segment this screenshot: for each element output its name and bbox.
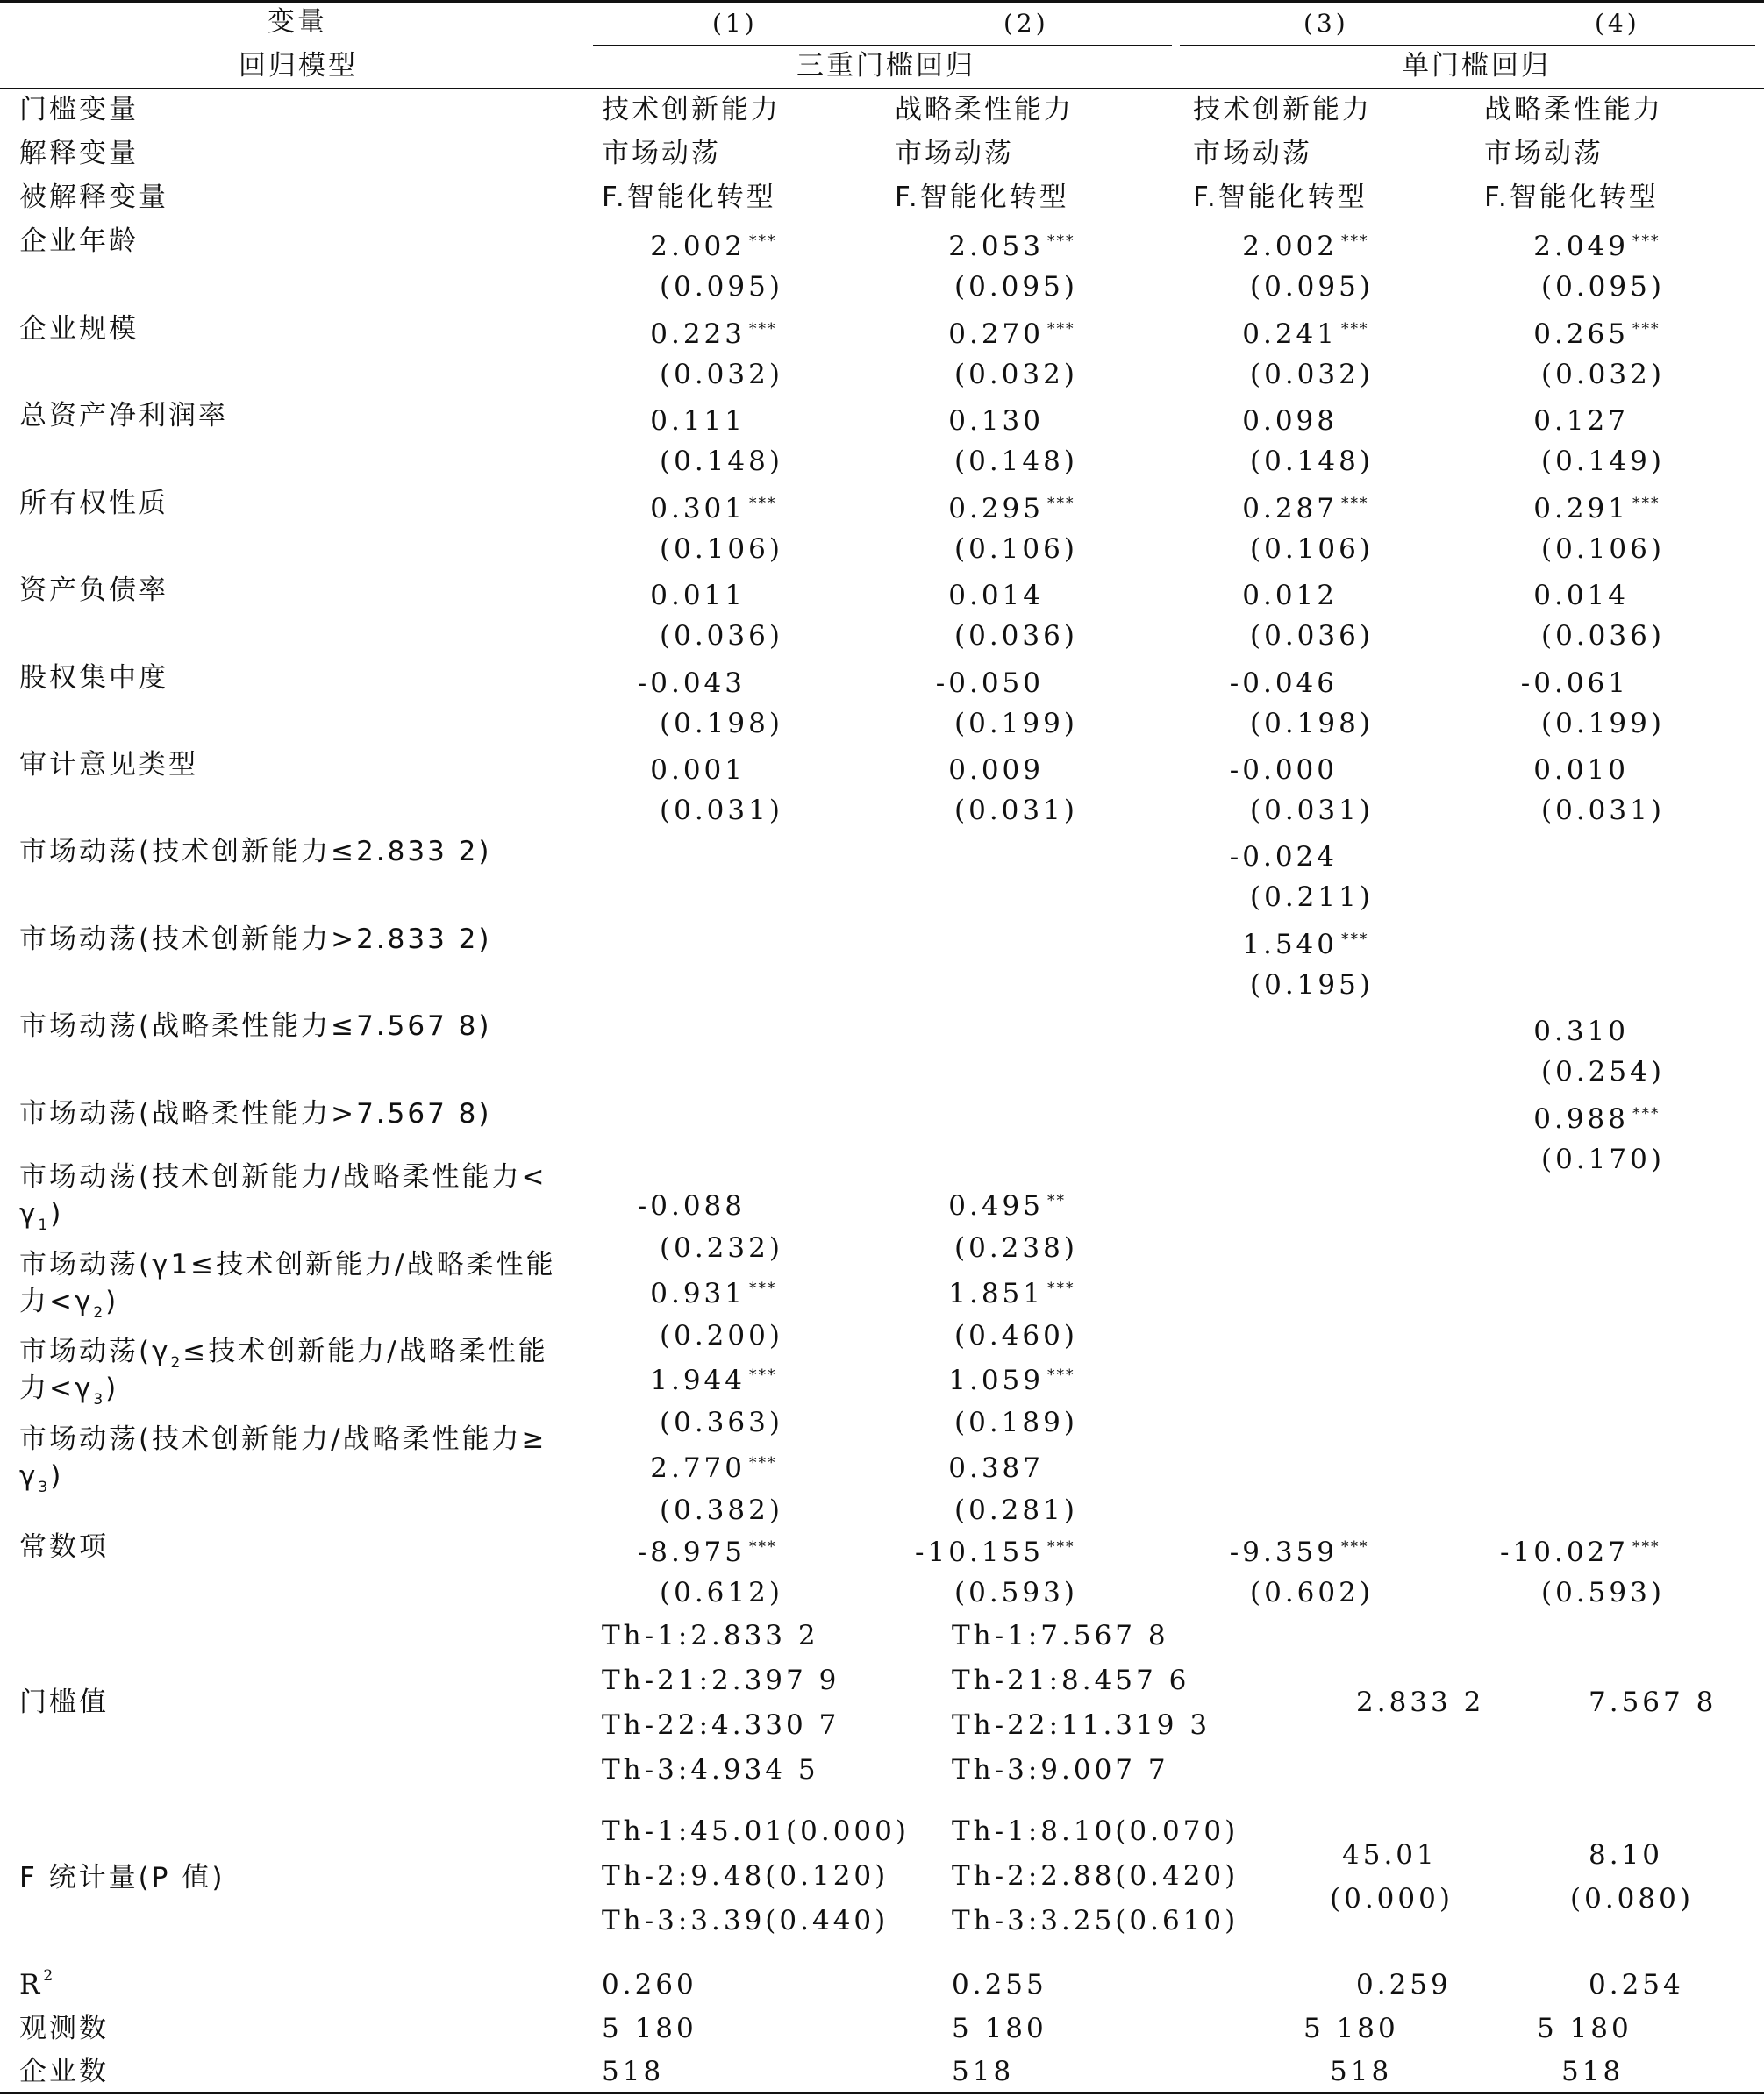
fstat-value: Th-1:45.01(0.000) [602, 1815, 910, 1847]
coef-cell [518, 579, 746, 612]
coef-cell-stars: *** [1632, 494, 1660, 512]
regime-coef [816, 1364, 1044, 1397]
se-cell: (0.031) [1541, 795, 1665, 826]
regime-label: 市场动荡(技术创新能力>2.833 2) [19, 923, 492, 955]
regime-label-part: ≤技术创新能力/战略柔性能 [182, 1336, 548, 1367]
coef-cell [816, 492, 1044, 525]
regime-label-line1 [19, 1160, 547, 1194]
regime-coef-stars: *** [749, 1366, 777, 1384]
regime-coef-value: 1.944 [650, 1365, 746, 1396]
regime-coef-value: -0.088 [637, 1190, 746, 1222]
regime-label-part: γ [19, 1459, 39, 1492]
coef-cell [816, 667, 1044, 700]
control-label: 股权集中度 [19, 661, 168, 694]
spec-value: 市场动荡 [602, 138, 721, 169]
top-rule [0, 0, 1764, 3]
coef-cell [816, 404, 1044, 438]
constant-coef-stars: *** [1047, 1538, 1075, 1556]
regime-label-part: ) [105, 1285, 119, 1317]
r2-value: 0.259 [1356, 1969, 1452, 2001]
regime-coef [816, 1451, 1044, 1485]
regime-se: (0.254) [1541, 1056, 1665, 1088]
coef-cell-value: -0.043 [637, 667, 746, 699]
coef-cell-value: 0.291 [1533, 492, 1629, 524]
coef-cell [816, 230, 1044, 263]
regime-label-sub: 3 [38, 1478, 51, 1496]
spec-value: 技术创新能力 [1193, 94, 1372, 125]
r2-value: 0.260 [602, 1969, 697, 2001]
threshold-value: 7.567 8 [1589, 1687, 1718, 1718]
se-cell: (0.106) [1250, 532, 1374, 565]
se-cell: (0.148) [954, 446, 1078, 477]
regime-label-part: 市场动荡(技术创新能力/战略柔性能力≥ [19, 1423, 547, 1455]
obs-value: 5 180 [1537, 2013, 1632, 2044]
regime-coef [816, 1277, 1044, 1310]
threshold-value: Th-22:11.319 3 [952, 1709, 1211, 1741]
se-cell: (0.032) [1541, 358, 1665, 390]
coef-cell-stars: *** [749, 319, 777, 338]
threshold-label: 门槛值 [19, 1687, 109, 1718]
coef-cell [518, 230, 746, 263]
coef-cell [1110, 492, 1338, 525]
coef-cell-stars: *** [1047, 232, 1075, 250]
coef-cell-value: 0.098 [1242, 405, 1338, 437]
control-label: 企业规模 [19, 312, 139, 345]
regime-label-line2 [19, 1372, 118, 1409]
coef-cell-value: 2.049 [1533, 231, 1629, 262]
coef-cell-stars: *** [749, 494, 777, 512]
coef-cell-stars: *** [1341, 494, 1369, 512]
regime-label-line2 [19, 1197, 63, 1235]
coef-cell-value: 0.130 [948, 405, 1044, 437]
threshold-value: Th-21:2.397 9 [602, 1665, 840, 1696]
regime-coef-value: 1.059 [948, 1365, 1044, 1396]
spec-value: F.智能化转型 [1193, 182, 1368, 213]
fstat-value: (0.000) [1330, 1883, 1453, 1915]
coef-cell-value: -0.000 [1229, 754, 1338, 786]
constant-coef-stars: *** [1632, 1538, 1660, 1556]
regime-se: (0.170) [1541, 1143, 1665, 1175]
regime-coef [518, 1189, 746, 1223]
se-cell: (0.036) [1250, 620, 1374, 652]
spec-value: 市场动荡 [895, 138, 1014, 169]
coef-cell-value: 2.002 [650, 231, 746, 262]
coef-cell [1401, 753, 1629, 787]
se-cell: (0.106) [1541, 532, 1665, 565]
threshold-value: Th-1:7.567 8 [952, 1620, 1169, 1651]
se-cell: (0.031) [954, 795, 1078, 826]
regime-label-part: 市场动荡(γ [19, 1336, 171, 1367]
se-cell: (0.148) [660, 446, 783, 477]
regime-coef-value: 0.988 [1533, 1102, 1629, 1135]
regime-coef [1401, 1015, 1629, 1048]
threshold-value: Th-3:9.007 7 [952, 1754, 1169, 1786]
coef-cell [1401, 492, 1629, 525]
regime-coef-stars: *** [1047, 1279, 1075, 1297]
col-number-2: (2) [1003, 9, 1049, 38]
regime-coef-value: 2.770 [650, 1451, 746, 1484]
fstat-value: Th-3:3.39(0.440) [602, 1905, 889, 1937]
spec-label: 门槛变量 [19, 94, 139, 125]
se-cell: (0.036) [660, 620, 783, 652]
spec-value: F.智能化转型 [602, 182, 776, 213]
constant-coef-stars: *** [749, 1538, 777, 1556]
coef-cell-stars: *** [1632, 319, 1660, 338]
se-cell: (0.198) [1250, 707, 1374, 739]
fstat-value: Th-2:2.88(0.420) [952, 1860, 1239, 1892]
coef-cell [816, 317, 1044, 351]
regime-label: 市场动荡(战略柔性能力≤7.567 8) [19, 1010, 492, 1042]
regime-se: (0.281) [954, 1494, 1078, 1526]
coef-cell-stars: *** [1632, 232, 1660, 250]
fstat-value: Th-1:8.10(0.070) [952, 1815, 1239, 1847]
se-cell: (0.095) [660, 271, 783, 303]
constant-se: (0.593) [1541, 1577, 1665, 1608]
coef-cell-stars: *** [1341, 319, 1369, 338]
coef-cell-value: 0.014 [1533, 580, 1629, 611]
constant-coef [816, 1536, 1044, 1569]
regime-coef [518, 1451, 746, 1485]
control-label: 所有权性质 [19, 487, 168, 519]
bottom-rule [0, 2092, 1764, 2094]
spec-value: F.智能化转型 [895, 182, 1069, 213]
r2-letter: R [19, 1969, 40, 2001]
coef-cell-value: 0.241 [1242, 317, 1338, 350]
spec-label: 被解释变量 [19, 182, 168, 213]
regime-coef-value: 1.851 [948, 1277, 1044, 1309]
regime-coef-stars: *** [1341, 930, 1369, 948]
coef-cell [518, 492, 746, 525]
regime-se: (0.238) [954, 1232, 1078, 1264]
group-rule-triple [593, 45, 1172, 46]
regime-coef-value: 0.931 [650, 1277, 746, 1309]
control-label: 企业年龄 [19, 225, 139, 257]
regime-se: (0.195) [1250, 968, 1374, 1001]
obs-value: 5 180 [1303, 2013, 1399, 2044]
coef-cell [518, 404, 746, 438]
spec-value: 市场动荡 [1193, 138, 1312, 169]
regime-label-sub: 1 [38, 1216, 51, 1234]
se-cell: (0.148) [1250, 446, 1374, 477]
control-label: 资产负债率 [19, 574, 168, 606]
constant-coef-value: -10.027 [1500, 1537, 1629, 1568]
se-cell: (0.095) [954, 271, 1078, 303]
regime-coef-value: 0.495 [948, 1190, 1044, 1222]
se-cell: (0.106) [954, 532, 1078, 565]
se-cell: (0.032) [1250, 358, 1374, 390]
regime-label-line2 [19, 1459, 63, 1497]
se-cell: (0.031) [1250, 795, 1374, 826]
constant-coef [1110, 1536, 1338, 1569]
fstat-value: 45.01 [1342, 1839, 1438, 1871]
coef-cell-value: 0.301 [650, 492, 746, 524]
coef-cell-stars: *** [1341, 232, 1369, 250]
firms-value: 518 [952, 2056, 1015, 2087]
regime-coef [1110, 840, 1338, 874]
threshold-value: Th-3:4.934 5 [602, 1754, 819, 1786]
col-number-3: (3) [1303, 9, 1349, 38]
coef-cell-stars: *** [749, 232, 777, 250]
threshold-value: Th-1:2.833 2 [602, 1620, 819, 1651]
regime-label-part: ) [50, 1459, 64, 1492]
group-single-label: 单门槛回归 [1402, 50, 1551, 82]
r2-sup: 2 [43, 1967, 55, 1985]
regime-label-part: ) [50, 1198, 64, 1230]
coef-cell-stars: *** [1047, 319, 1075, 338]
regime-se: (0.460) [954, 1319, 1078, 1352]
fstat-value: (0.080) [1570, 1883, 1694, 1915]
regime-label-line1 [19, 1423, 547, 1456]
regime-coef-stars: ** [1047, 1192, 1066, 1209]
coef-cell [1110, 579, 1338, 612]
coef-cell [1110, 753, 1338, 787]
spec-value: 战略柔性能力 [895, 94, 1074, 125]
constant-coef [518, 1536, 746, 1569]
regime-se: (0.232) [660, 1232, 783, 1264]
coef-cell-value: 0.111 [650, 405, 746, 437]
regime-se: (0.382) [660, 1494, 783, 1526]
regime-coef [1401, 1102, 1629, 1136]
coef-cell-value: 0.223 [650, 317, 746, 350]
coef-cell-value: 0.127 [1533, 405, 1629, 437]
constant-se: (0.602) [1250, 1577, 1374, 1608]
coef-cell [518, 317, 746, 351]
se-cell: (0.199) [1541, 707, 1665, 739]
se-cell: (0.198) [660, 707, 783, 739]
coef-cell [1401, 667, 1629, 700]
coef-cell-value: 0.287 [1242, 492, 1338, 524]
fstat-value: Th-3:3.25(0.610) [952, 1905, 1239, 1937]
col-number-4: (4) [1595, 9, 1640, 38]
coef-cell [1401, 404, 1629, 438]
regime-label-sub: 2 [93, 1303, 106, 1322]
regime-label-sub: 3 [93, 1391, 106, 1409]
regime-coef-value: 0.387 [948, 1451, 1044, 1484]
coef-cell-value: 0.009 [948, 754, 1044, 786]
coef-cell-value: 0.011 [650, 580, 746, 611]
regime-coef [1110, 928, 1338, 961]
coef-cell-value: 0.295 [948, 492, 1044, 524]
coef-cell-value: 0.265 [1533, 317, 1629, 350]
regime-coef [518, 1277, 746, 1310]
regime-coef-stars: *** [749, 1279, 777, 1297]
regime-se: (0.211) [1250, 881, 1374, 913]
obs-value: 5 180 [952, 2013, 1047, 2044]
coef-cell-value: -0.061 [1520, 667, 1629, 699]
threshold-value: Th-21:8.457 6 [952, 1665, 1190, 1696]
coef-cell-value: 0.270 [948, 317, 1044, 350]
spec-value: 市场动荡 [1484, 138, 1603, 169]
control-label: 总资产净利润率 [19, 400, 228, 432]
regime-label-part: 力<γ [19, 1373, 94, 1404]
coef-cell [1110, 317, 1338, 351]
constant-coef-stars: *** [1341, 1538, 1369, 1556]
group-rule-single [1180, 45, 1755, 46]
regime-label: 市场动荡(战略柔性能力>7.567 8) [19, 1097, 492, 1130]
coef-cell [1110, 404, 1338, 438]
firms-value: 518 [1330, 2056, 1393, 2087]
col-number-1: (1) [712, 9, 758, 38]
coef-cell-value: 0.001 [650, 754, 746, 786]
coef-cell [1401, 579, 1629, 612]
header-rule [0, 88, 1764, 89]
obs-value: 5 180 [602, 2013, 697, 2044]
spec-value: 技术创新能力 [602, 94, 781, 125]
regime-label-line1 [19, 1248, 556, 1281]
fstat-label: F 统计量(P 值) [19, 1862, 225, 1894]
coef-cell [518, 753, 746, 787]
regime-se: (0.200) [660, 1319, 783, 1352]
obs-label: 观测数 [19, 2013, 109, 2044]
regime-coef-stars: *** [1632, 1104, 1660, 1123]
regime-coef-stars: *** [1047, 1366, 1075, 1384]
coef-cell [1110, 667, 1338, 700]
r2-value: 0.255 [952, 1969, 1047, 2001]
constant-coef-value: -8.975 [637, 1537, 746, 1568]
se-cell: (0.036) [1541, 620, 1665, 652]
se-cell: (0.095) [1541, 271, 1665, 303]
coef-cell [816, 579, 1044, 612]
regime-label-part: ) [105, 1373, 119, 1404]
coef-cell-stars: *** [1047, 494, 1075, 512]
spec-value: 战略柔性能力 [1484, 94, 1663, 125]
coef-cell [816, 753, 1044, 787]
se-cell: (0.031) [660, 795, 783, 826]
coef-cell-value: 2.053 [948, 231, 1044, 262]
regime-label: 市场动荡(技术创新能力≤2.833 2) [19, 836, 492, 867]
constant-coef-value: -10.155 [915, 1537, 1044, 1568]
coef-cell [1110, 230, 1338, 263]
regime-coef-value: 0.310 [1533, 1016, 1629, 1047]
coef-cell-value: 0.012 [1242, 580, 1338, 611]
regime-label-part: 市场动荡(技术创新能力/战略柔性能力< [19, 1161, 547, 1193]
firms-value: 518 [602, 2056, 665, 2087]
se-cell: (0.199) [954, 707, 1078, 739]
constant-se: (0.593) [954, 1577, 1078, 1608]
coef-cell-value: 0.014 [948, 580, 1044, 611]
coef-cell-value: 0.010 [1533, 754, 1629, 786]
constant-coef [1401, 1536, 1629, 1569]
regime-coef-value: -0.024 [1229, 841, 1338, 873]
var-label: 变量 [268, 6, 327, 38]
constant-label: 常数项 [19, 1531, 109, 1563]
coef-cell [1401, 230, 1629, 263]
spec-label: 解释变量 [19, 138, 139, 169]
regime-se: (0.189) [954, 1407, 1078, 1438]
firms-label: 企业数 [19, 2056, 109, 2087]
coef-cell-value: 2.002 [1242, 231, 1338, 262]
constant-coef-value: -9.359 [1229, 1537, 1338, 1568]
r2-value: 0.254 [1589, 1969, 1684, 2001]
regime-label-line2 [19, 1285, 118, 1323]
fstat-value: Th-2:9.48(0.120) [602, 1860, 889, 1892]
regime-coef [518, 1364, 746, 1397]
regime-label-line1 [19, 1335, 548, 1373]
regime-coef-stars: *** [749, 1453, 777, 1472]
spec-value: F.智能化转型 [1484, 182, 1659, 213]
coef-cell [518, 667, 746, 700]
coef-cell-value: -0.046 [1229, 667, 1338, 699]
r2-label [19, 1968, 54, 2001]
se-cell: (0.032) [954, 358, 1078, 390]
se-cell: (0.106) [660, 532, 783, 565]
regime-se: (0.363) [660, 1407, 783, 1438]
se-cell: (0.036) [954, 620, 1078, 652]
regime-label-sub: 2 [170, 1354, 183, 1372]
regime-label-part: 力<γ [19, 1285, 94, 1317]
threshold-value: 2.833 2 [1356, 1687, 1485, 1718]
group-triple-label: 三重门槛回归 [796, 50, 975, 82]
coef-cell-value: -0.050 [935, 667, 1044, 699]
regime-coef-value: 1.540 [1242, 928, 1338, 960]
regime-label-part: γ [19, 1198, 39, 1230]
threshold-value: Th-22:4.330 7 [602, 1709, 840, 1741]
se-cell: (0.095) [1250, 271, 1374, 303]
firms-value: 518 [1561, 2056, 1625, 2087]
coef-cell [1401, 317, 1629, 351]
se-cell: (0.149) [1541, 446, 1665, 477]
control-label: 审计意见类型 [19, 749, 198, 781]
constant-se: (0.612) [660, 1577, 783, 1608]
regime-label-part: 市场动荡(γ1≤技术创新能力/战略柔性能 [19, 1248, 556, 1280]
model-label: 回归模型 [239, 50, 358, 82]
fstat-value: 8.10 [1589, 1839, 1664, 1871]
se-cell: (0.032) [660, 358, 783, 390]
regime-coef [816, 1189, 1044, 1223]
